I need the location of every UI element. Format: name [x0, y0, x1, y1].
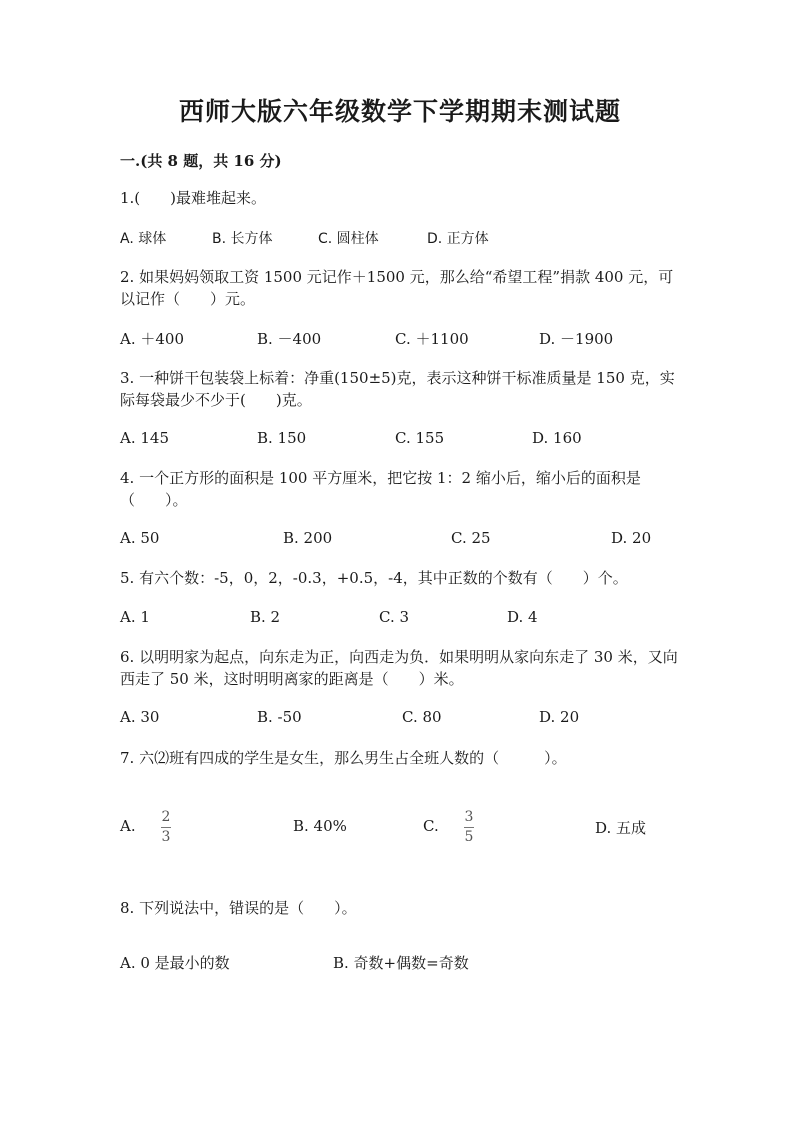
q7-fraction-c [464, 809, 474, 846]
question-8: 8. 下列说法中，错误的是（ ）。 [120, 899, 357, 917]
q5-option-c[interactable]: C. 3 [379, 608, 410, 626]
q6-option-c[interactable]: C. 80 [402, 708, 442, 726]
question-4: 4. 一个正方形的面积是 100 平方厘米，把它按 1：2 缩小后，缩小后的面积是（ ）。 [120, 469, 641, 509]
q7-option-d[interactable]: D. 五成 [595, 819, 647, 837]
q6-option-a[interactable]: A. 30 [120, 708, 160, 726]
fraction-denominator: 3 [161, 829, 171, 845]
q2-option-a[interactable]: A. ＋400 [120, 330, 184, 348]
q1-option-a[interactable]: A. 球体 [120, 231, 167, 247]
q3-option-a[interactable]: A. 145 [120, 429, 169, 447]
question-1: 1.( )最难堆起来。 [120, 189, 267, 207]
q2-option-d[interactable]: D. －1900 [539, 330, 614, 348]
q4-option-c[interactable]: C. 25 [451, 529, 491, 547]
q5-option-a[interactable]: A. 1 [120, 608, 150, 626]
q6-option-d[interactable]: D. 20 [539, 708, 580, 726]
q8-option-a[interactable]: A. 0 是最小的数 [120, 954, 230, 972]
question-5: 5. 有六个数：-5，0，2，-0.3，+0.5，-4，其中正数的个数有（ ）个。 [120, 569, 628, 587]
fraction-numerator: 2 [161, 809, 171, 825]
q3-option-b[interactable]: B. 150 [257, 429, 307, 447]
q7-option-b[interactable]: B. 40% [293, 817, 347, 835]
question-3: 3. 一种饼干包装袋上标着：净重(150±5)克，表示这种饼干标准质量是 150 克，实际每袋最少不少于( )克。 [120, 369, 675, 409]
q5-option-d[interactable]: D. 4 [507, 608, 538, 626]
q7-fraction-a [161, 809, 171, 846]
fraction-numerator: 3 [464, 809, 474, 825]
question-6: 6. 以明明家为起点，向东走为正，向西走为负．如果明明从家向东走了 30 米，又向西走了 50 米，这时明明离家的距离是（ ）米。 [120, 648, 678, 688]
q2-option-b[interactable]: B. －400 [257, 330, 322, 348]
q3-option-c[interactable]: C. 155 [395, 429, 445, 447]
q6-option-b[interactable]: B. -50 [257, 708, 302, 726]
q3-option-d[interactable]: D. 160 [532, 429, 582, 447]
q4-option-d[interactable]: D. 20 [611, 529, 652, 547]
question-2: 2. 如果妈妈领取工资 1500 元记作＋1500 元，那么给“希望工程”捐款 400 元，可以记作（ ）元。 [120, 268, 674, 308]
q2-option-c[interactable]: C. ＋1100 [395, 330, 469, 348]
q5-option-b[interactable]: B. 2 [250, 608, 281, 626]
q1-option-d[interactable]: D. 正方体 [427, 231, 489, 247]
fraction-bar [464, 827, 474, 828]
q1-option-c[interactable]: C. 圆柱体 [318, 231, 379, 247]
fraction-bar [161, 827, 171, 828]
q7-option-a[interactable]: A. [120, 817, 136, 835]
q7-option-c[interactable]: C. [423, 817, 439, 835]
q4-option-b[interactable]: B. 200 [283, 529, 333, 547]
section-heading: 一.(共 8 题，共 16 分) [120, 152, 282, 170]
fraction-denominator: 5 [464, 829, 474, 845]
question-7: 7. 六⑵班有四成的学生是女生，那么男生占全班人数的（ ）。 [120, 749, 567, 767]
q4-option-a[interactable]: A. 50 [120, 529, 160, 547]
q1-option-b[interactable]: B. 长方体 [212, 231, 273, 247]
page-title: 西师大版六年级数学下学期期末测试题 [178, 97, 621, 126]
q8-option-b[interactable]: B. 奇数+偶数=奇数 [333, 954, 469, 972]
